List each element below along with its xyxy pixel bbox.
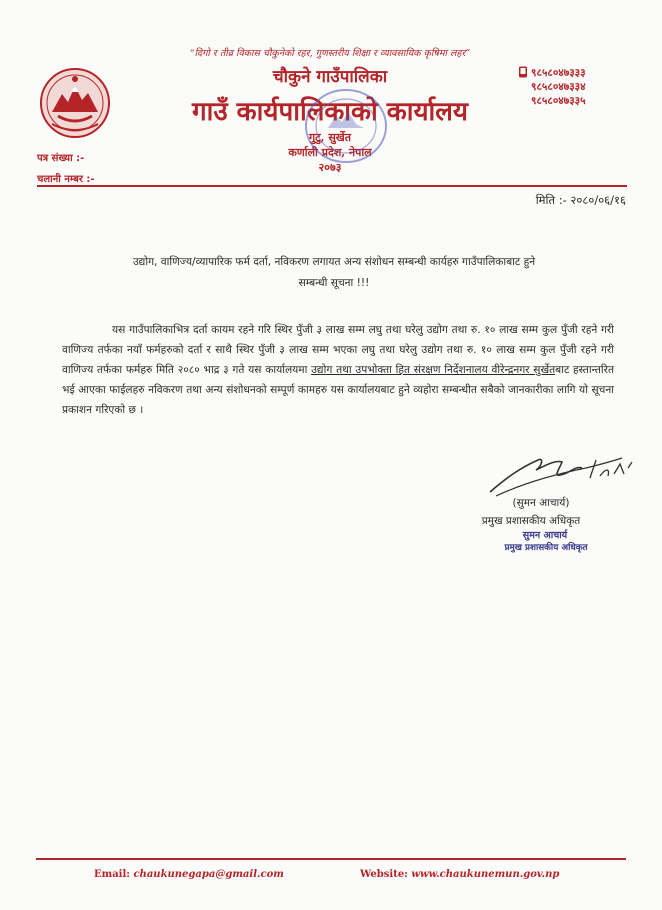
footer-divider (36, 858, 626, 860)
nepal-emblem-icon (38, 66, 112, 140)
body-underlined-office: उद्योग तथा उपभोक्ता हित संरक्षण निर्देशनालय वीरेन्द्रनगर सुर्खेत (311, 364, 556, 376)
phone-icon (518, 66, 528, 78)
handwritten-signature (486, 438, 636, 500)
website-link[interactable]: www.chaukunemun.gov.np (411, 869, 560, 880)
header-divider (37, 185, 627, 187)
phone-number-1: ९८५८०४७३३३ (531, 67, 586, 79)
establishment-year: २०७३ (318, 161, 342, 174)
dispatch-number-label: चलानी नम्बर :- (37, 174, 95, 185)
phone-number-3: ९८५८०४७३३५ (531, 95, 586, 107)
letter-number-label: पत्र संख्या :- (37, 153, 85, 164)
address-line-1: गुटु, सुर्खेत (308, 131, 352, 144)
subject-line-1: उद्योग, वाणिज्य/व्यापारिक फर्म दर्ता, नविकरण लगायत अन्य संशोधन सम्बन्धी कार्यहरु गाउँपालिकाबाट हुने (132, 256, 536, 268)
notice-subject (60, 252, 608, 294)
phone-number-2: ९८५८०४७३३४ (531, 81, 586, 93)
slogan: “दिगो र तीव्र विकास चौकुनेको रहर, गुणस्तरीय शिक्षा र व्यावसायिक कृषिमा लहर” (189, 48, 471, 59)
phone-row (518, 80, 630, 94)
email-label: Email: (94, 869, 130, 880)
notice-body (62, 320, 614, 420)
subject-line-2: सम्बन्धी सूचना !!! (298, 277, 370, 289)
office-name: गाउँ कार्यपालिकाको कार्यालय (192, 97, 468, 127)
website-label: Website: (360, 869, 408, 880)
footer-email (94, 869, 284, 880)
body-text-part-1: यस गाउँपालिकाभित्र दर्ता कायम रहने गरि स्थिर पुँजी ३ लाख सम्म लघु तथा घरेलु उद्योग तथा रु. १० लाख सम्म कुल पुँजी रहने गरी वाणिज्य तर्फका नयाँ फर्महरुको दर्ता र साथै स्थिर पुँजी ३ लाख सम्म भएका लघु तथा घरेलु उद्योग तथा रु. १० लाख सम्म कुल पुँजी रहने गरी वाणिज्य तर्फका फर्महरु मिति २०८० भाद्र ३ गते यस कार्यालयमा (62, 324, 614, 376)
municipality-name: चौकुने गाउँपालिका (272, 67, 388, 87)
footer-website (360, 869, 559, 880)
phone-row (518, 94, 630, 108)
address-line-2: कर्णाली प्रदेश, नेपाल (288, 146, 372, 159)
phone-numbers (518, 66, 630, 108)
office-stamp (300, 84, 392, 168)
seal-signer-designation: प्रमुख प्रशासकीय अधिकृत (504, 543, 588, 553)
seal-signer-name: सुमन आचार्य (522, 530, 568, 541)
signer-designation: प्रमुख प्रशासकीय अधिकृत (481, 515, 581, 527)
phone-row (518, 66, 630, 80)
signer-name: (सुमन आचार्य) (512, 497, 570, 509)
email-address[interactable]: chaukunegapa@gmail.com (133, 869, 284, 880)
letter-date: मिति :- २०८०/०६/१६ (535, 193, 626, 207)
body-text-part-2: बाट हस्तान्तरित भई आएका फाईलहरु नविकरण तथा अन्य संशोधनको सम्पूर्ण कामहरु यस कार्यालयबाट हुने व्यहोरा सम्बन्धीत सबैको जानकारीका लागि यो सूचना प्रकाशन गरिएको छ । (62, 364, 614, 416)
